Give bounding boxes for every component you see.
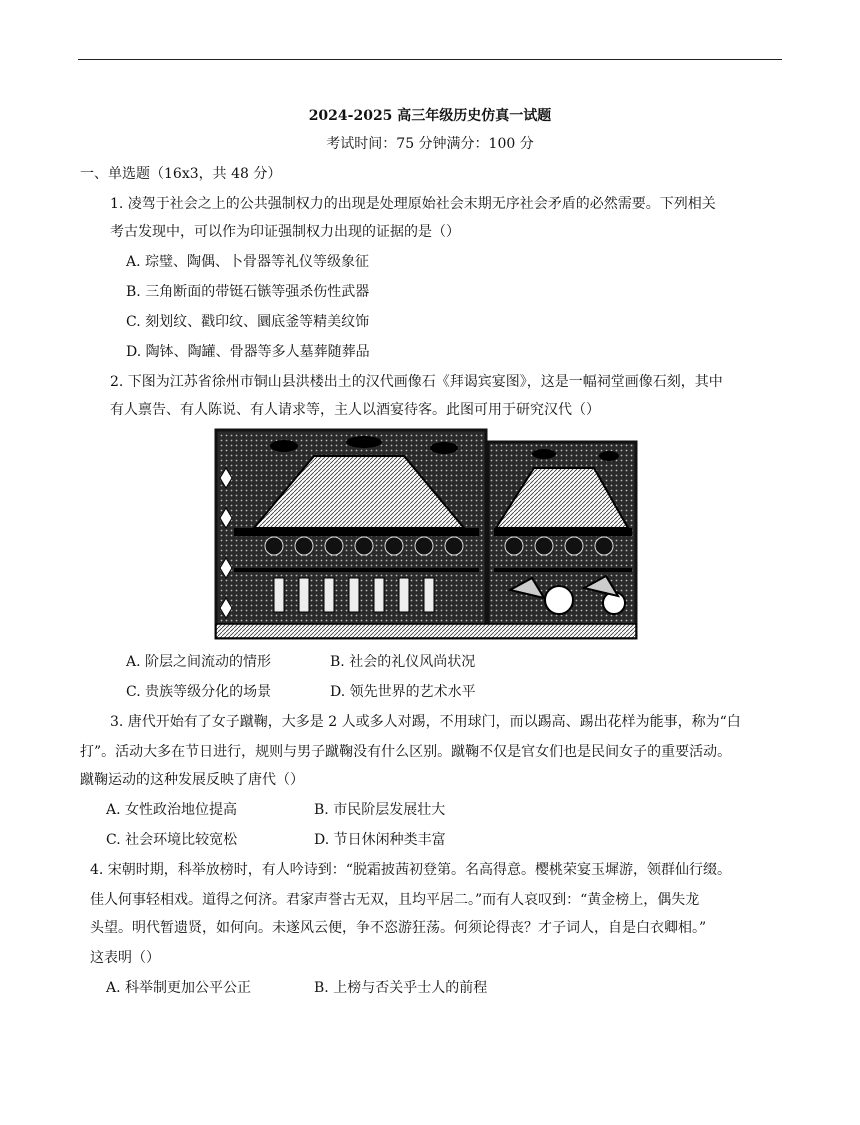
q3-stem-line-3: 蹴鞠运动的这种发展反映了唐代（） — [80, 772, 304, 788]
q1-option-b: B. 三角断面的带铤石镞等强杀伤性武器 — [126, 284, 370, 300]
q3-stem-line-1: 3. 唐代开始有了女子蹴鞠，大多是 2 人或多人对踢，不用球门，而以踢高、踢出花样为能事，称为“白 — [110, 714, 741, 730]
q4-stem-line-1: 4. 宋朝时期，科举放榜时，有人吟诗到：“脱霜披茜初登第。名高得意。樱桃荣宴玉墀游，领群仙行缀。 — [90, 862, 731, 878]
q2-option-c: C. 贵族等级分化的场景 — [126, 684, 272, 700]
q3-option-b: B. 市民阶层发展壮大 — [314, 802, 446, 818]
q4-option-a: A. 科举制更加公平公正 — [106, 980, 252, 996]
q3-option-d: D. 节日休闲种类丰富 — [314, 832, 446, 848]
q2-stem-line-1: 2. 下图为江苏省徐州市铜山县洪楼出土的汉代画像石《拜谒宾宴图》，这是一幅祠堂画像石刻，其中 — [110, 374, 723, 390]
q1-option-d: D. 陶钵、陶罐、骨器等多人墓葬随葬品 — [126, 344, 370, 360]
q1-option-a: A. 琮璧、陶偶、卜骨器等礼仪等级象征 — [126, 254, 370, 270]
q1-stem-line-1: 1. 凌驾于社会之上的公共强制权力的出现是处理原始社会末期无序社会矛盾的必然需要。下列相关 — [110, 196, 716, 212]
q2-stem-line-2: 有人禀告、有人陈说、有人请求等，主人以酒宴待客。此图可用于研究汉代（） — [110, 402, 600, 418]
q1-option-c: C. 刻划纹、戳印纹、圜底釜等精美纹饰 — [126, 314, 370, 330]
q4-stem-line-3: 头望。明代暂遗贤，如何向。未遂风云便，争不恣游狂荡。何须论得丧？才子词人，自是白衣卿相。” — [90, 920, 707, 936]
q1-stem-line-2: 考古发现中，可以作为印证强制权力出现的证据的是（） — [110, 224, 460, 240]
section-heading: 一、单选题（16x3，共 48 分） — [80, 166, 282, 182]
q3-option-a: A. 女性政治地位提高 — [106, 802, 238, 818]
exam-title: 2024-2025 高三年级历史仿真一试题 — [308, 108, 552, 124]
q2-option-b: B. 社会的礼仪风尚状况 — [330, 654, 476, 670]
exam-subtitle: 考试时间：75 分钟满分：100 分 — [326, 136, 534, 152]
q3-option-c: C. 社会环境比较宽松 — [106, 832, 238, 848]
stone-relief-image — [214, 428, 640, 640]
header-rule — [78, 59, 782, 60]
q3-stem-line-2: 打”。活动大多在节日进行，规则与男子蹴鞠没有什么区别。蹴鞠不仅是官女们也是民间女子的重要活动。 — [80, 744, 732, 760]
q4-stem-line-2: 佳人何事轻相戏。道得之何济。君家声誉古无双，且均平居二。”而有人哀叹到：“黄金榜上，偶失龙 — [90, 892, 700, 908]
q2-option-a: A. 阶层之间流动的情形 — [126, 654, 272, 670]
q2-option-d: D. 领先世界的艺术水平 — [330, 684, 476, 700]
q4-stem-line-4: 这表明（） — [90, 950, 160, 966]
q4-option-b: B. 上榜与否关乎士人的前程 — [314, 980, 488, 996]
